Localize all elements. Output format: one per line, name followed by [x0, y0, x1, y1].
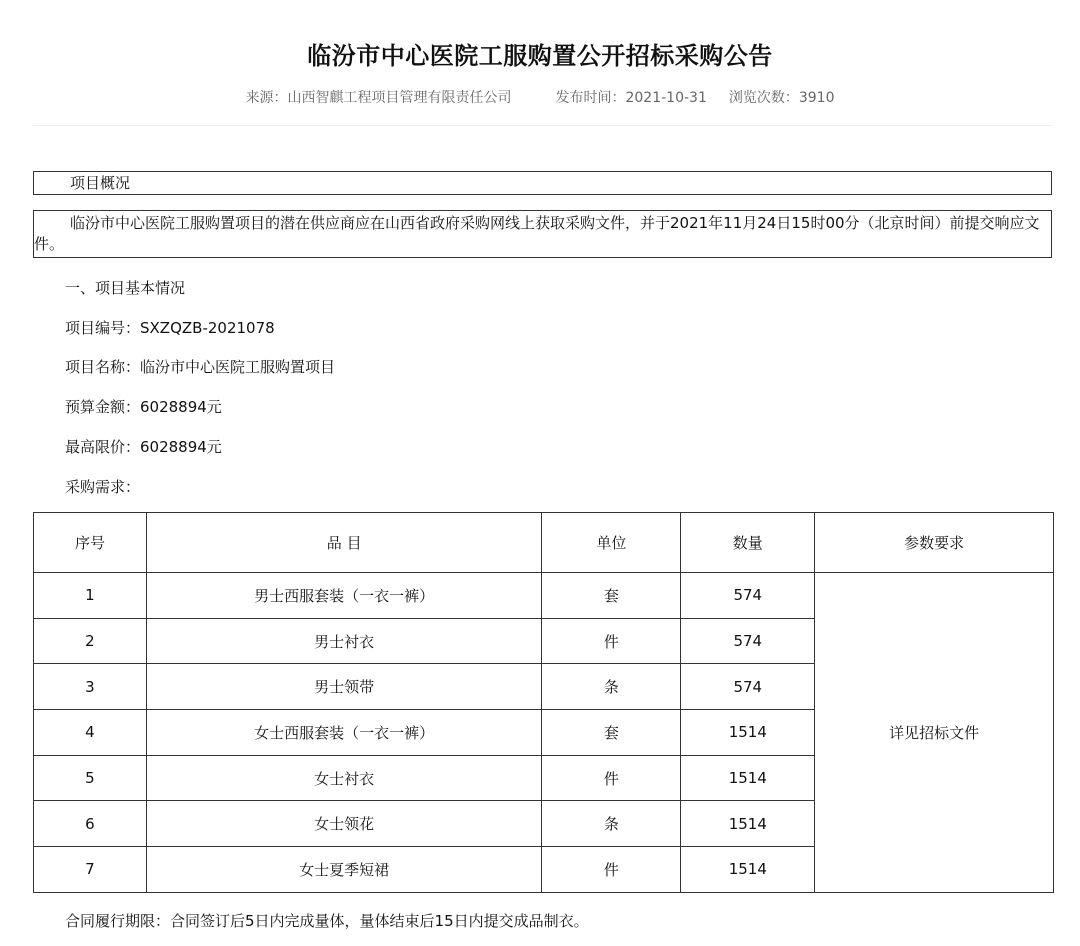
section-title-basic: 一、项目基本情况: [65, 279, 186, 297]
cell-quantity: 1514: [681, 847, 815, 893]
cell-item: 男士领带: [146, 664, 542, 710]
cell-index: 7: [34, 847, 147, 893]
header-unit: 单位: [542, 513, 681, 573]
overview-heading: 项目概况: [33, 171, 1052, 195]
cell-index: 6: [34, 801, 147, 847]
header-index: 序号: [34, 513, 147, 573]
cell-index: 4: [34, 710, 147, 756]
overview-notice: 临汾市中心医院工服购置项目的潜在供应商应在山西省政府采购网线上获取采购文件，并于2021年11月24日15时00分（北京时间）前提交响应文件。: [33, 210, 1052, 258]
cell-unit: 条: [542, 664, 681, 710]
cell-quantity: 574: [681, 618, 815, 664]
project-number: 项目编号：SXZQZB-2021078: [65, 319, 275, 337]
cell-item: 男士西服套装（一衣一裤）: [146, 573, 542, 619]
cell-params: 详见招标文件: [815, 573, 1054, 893]
project-name: 项目名称：临汾市中心医院工服购置项目: [65, 358, 336, 376]
article-meta: [0, 87, 1080, 107]
header-quantity: 数量: [681, 513, 815, 573]
max-price: 最高限价：6028894元: [65, 438, 222, 456]
publish-time-text: 发布时间：2021-10-31: [555, 90, 707, 106]
cell-item: 女士夏季短裙: [146, 847, 542, 893]
cell-item: 男士衬衣: [146, 618, 542, 664]
contract-period: 合同履行期限：合同签订后5日内完成量体，量体结束后15日内提交成品制衣。: [65, 912, 589, 930]
cell-unit: 套: [542, 573, 681, 619]
cell-unit: 条: [542, 801, 681, 847]
cell-index: 5: [34, 755, 147, 801]
cell-item: 女士衬衣: [146, 755, 542, 801]
header-divider: [33, 125, 1053, 126]
cell-quantity: 574: [681, 664, 815, 710]
cell-quantity: 574: [681, 573, 815, 619]
requirements-table: [33, 512, 1054, 893]
page-title: 临汾市中心医院工服购置公开招标采购公告: [307, 42, 773, 70]
cell-quantity: 1514: [681, 755, 815, 801]
cell-index: 3: [34, 664, 147, 710]
view-count-text: 浏览次数：3910: [728, 90, 835, 106]
cell-index: 2: [34, 618, 147, 664]
cell-item: 女士领花: [146, 801, 542, 847]
cell-quantity: 1514: [681, 801, 815, 847]
requirement-label: 采购需求：: [65, 478, 141, 496]
header-item: 品 目: [146, 513, 542, 573]
header-params: 参数要求: [815, 513, 1054, 573]
cell-unit: 件: [542, 618, 681, 664]
cell-unit: 件: [542, 755, 681, 801]
cell-quantity: 1514: [681, 710, 815, 756]
table-header-row: [34, 513, 1054, 573]
cell-unit: 套: [542, 710, 681, 756]
cell-unit: 件: [542, 847, 681, 893]
cell-index: 1: [34, 573, 147, 619]
budget-amount: 预算金额：6028894元: [65, 398, 222, 416]
table-row: [34, 573, 1054, 619]
cell-item: 女士西服套装（一衣一裤）: [146, 710, 542, 756]
source-text: 来源：山西智麒工程项目管理有限责任公司: [245, 90, 512, 106]
